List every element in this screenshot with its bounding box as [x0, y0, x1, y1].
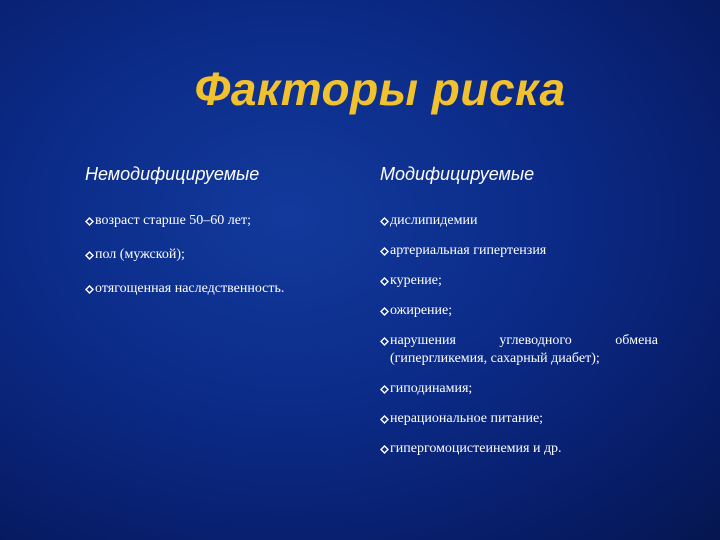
- modifiable-list: [380, 212, 658, 470]
- list-item: [85, 212, 365, 230]
- list-item: [380, 410, 658, 428]
- list-item: [85, 246, 365, 264]
- list-item-text: пол (мужской);: [95, 247, 185, 262]
- diamond-bullet-icon: [380, 385, 389, 394]
- list-item-text: курение;: [390, 273, 442, 288]
- slide-title: Факторы риска: [194, 63, 566, 115]
- diamond-bullet-icon: [85, 217, 94, 226]
- diamond-bullet-icon: [380, 277, 389, 286]
- diamond-bullet-icon: [85, 285, 94, 294]
- diamond-bullet-icon: [380, 307, 389, 316]
- list-item: [380, 272, 658, 290]
- list-item-text: ожирение;: [390, 303, 453, 318]
- list-item: [85, 280, 365, 298]
- list-item: [380, 440, 658, 458]
- list-item: [380, 212, 658, 230]
- modifiable-heading: Модифицируемые: [380, 164, 535, 184]
- non-modifiable-heading: Немодифицируемые: [85, 164, 260, 184]
- diamond-bullet-icon: [85, 251, 94, 260]
- list-item-text: возраст старше 50–60 лет;: [95, 213, 252, 228]
- list-item-text: нерациональное питание;: [390, 411, 544, 426]
- list-item-text: отягощенная наследственность.: [95, 281, 285, 296]
- list-item-text: гипергомоцистеинемия и др.: [390, 441, 562, 456]
- list-item: [380, 242, 658, 260]
- list-item-text: нарушения углеводного обмена (гипергликемия, сахарный диабет);: [390, 333, 658, 366]
- diamond-bullet-icon: [380, 217, 389, 226]
- diamond-bullet-icon: [380, 415, 389, 424]
- non-modifiable-list: [85, 212, 365, 314]
- list-item: [380, 332, 658, 368]
- diamond-bullet-icon: [380, 445, 389, 454]
- list-item: [380, 380, 658, 398]
- list-item-text: гиподинамия;: [390, 381, 473, 396]
- list-item: [380, 302, 658, 320]
- list-item-text: дислипидемии: [390, 213, 478, 228]
- diamond-bullet-icon: [380, 337, 389, 346]
- diamond-bullet-icon: [380, 247, 389, 256]
- list-item-text: артериальная гипертензия: [390, 243, 547, 258]
